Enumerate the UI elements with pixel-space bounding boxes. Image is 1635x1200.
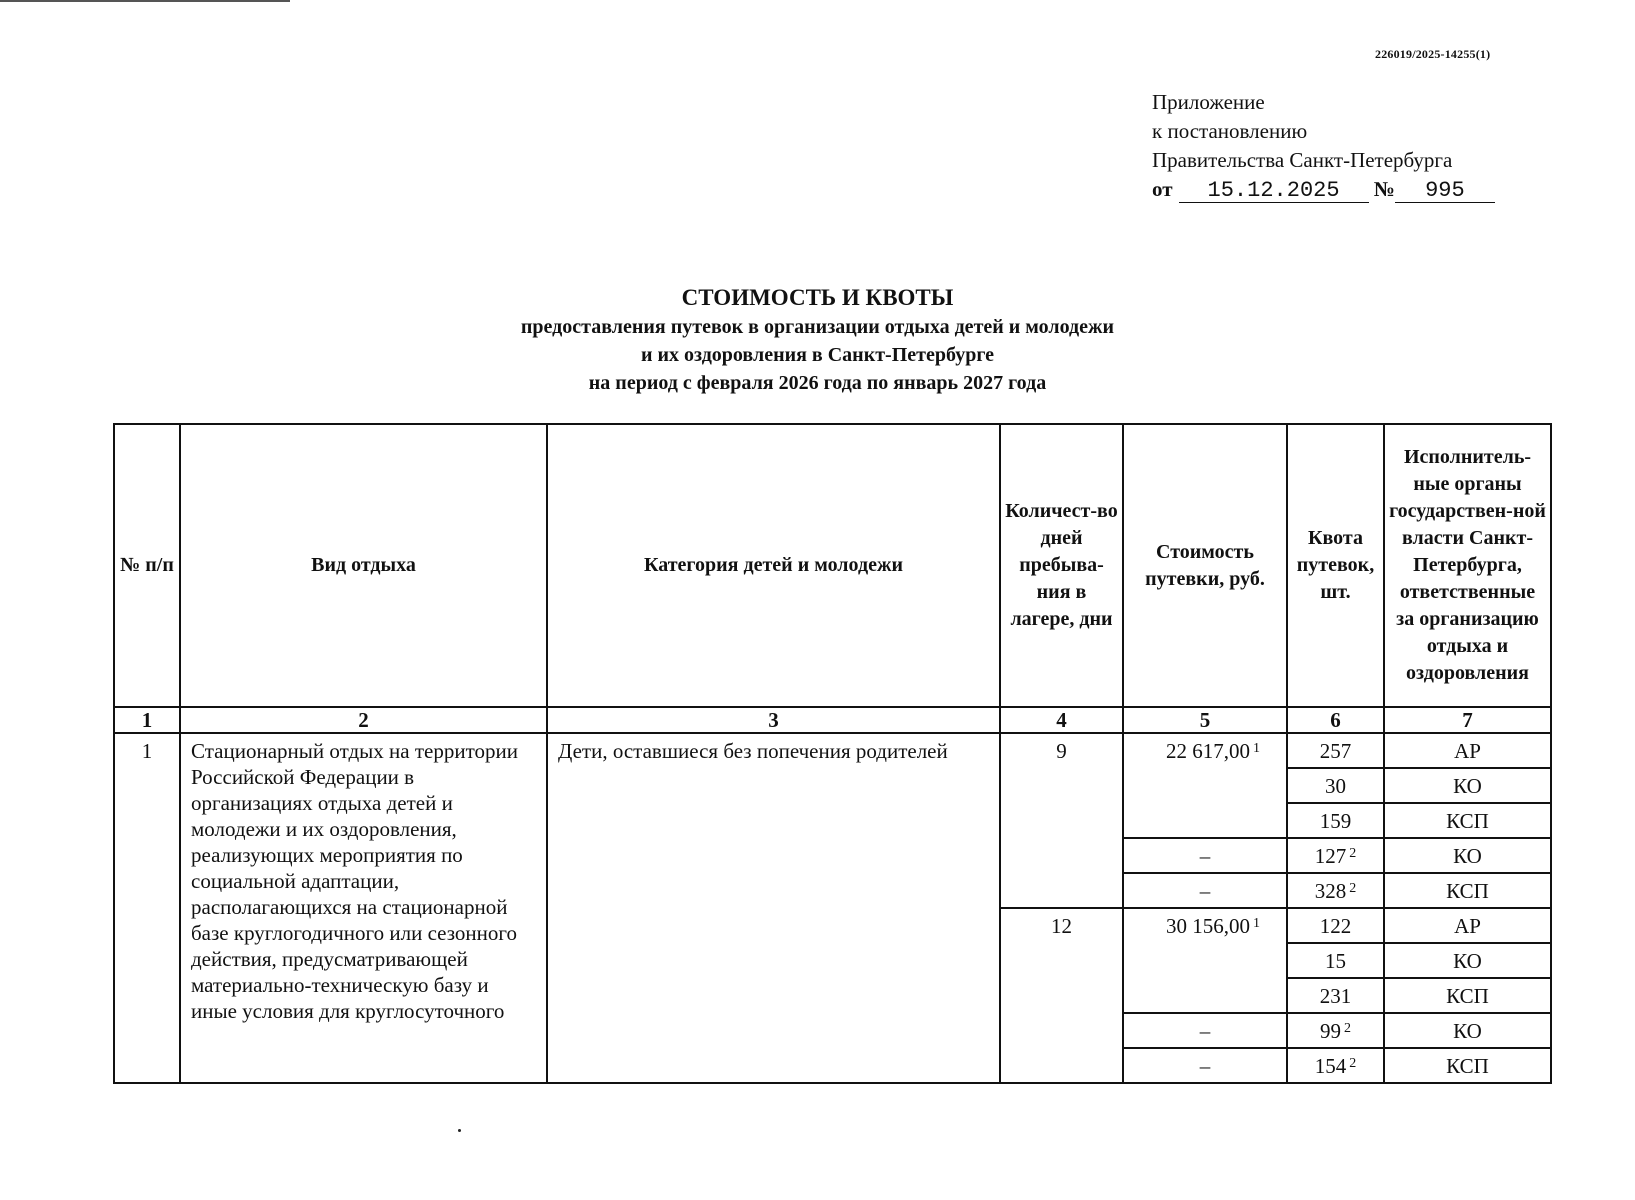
quota-value xyxy=(1287,908,1384,943)
table-row xyxy=(114,733,1551,768)
column-number: 2 xyxy=(180,707,547,733)
appendix-line-3: Правительства Санкт-Петербурга xyxy=(1152,148,1453,172)
title-sub-1: предоставления путевок в организации отдыха детей и молодежи xyxy=(520,316,1115,338)
title-sub-3: на период с февраля 2026 года по январь 2027 года xyxy=(588,372,1047,394)
authority: КСП xyxy=(1384,873,1551,908)
authority: КО xyxy=(1384,1013,1551,1048)
column-number: 4 xyxy=(1000,707,1123,733)
quota-value xyxy=(1287,943,1384,978)
voucher-cost-dash: – xyxy=(1123,873,1287,908)
authority: КСП xyxy=(1384,978,1551,1013)
quota-number: 154 xyxy=(1314,1053,1347,1078)
children-category: Дети, оставшиеся без попечения родителей xyxy=(547,733,1000,1083)
date-prefix: от xyxy=(1152,177,1173,201)
quota-table xyxy=(113,423,1552,1084)
authority: КО xyxy=(1384,768,1551,803)
quota-value xyxy=(1287,1013,1384,1048)
header-category: Категория детей и молодежи xyxy=(547,424,1000,707)
document-title xyxy=(0,283,1635,397)
scan-edge-line xyxy=(0,0,290,2)
quota-value xyxy=(1287,873,1384,908)
authority: КО xyxy=(1384,838,1551,873)
appendix-date-line xyxy=(1152,175,1495,204)
decree-date: 15.12.2025 xyxy=(1179,180,1369,203)
appendix-line-2: к постановлению xyxy=(1152,119,1308,143)
authority: КСП xyxy=(1384,1048,1551,1083)
authority: АР xyxy=(1384,733,1551,768)
column-number: 3 xyxy=(547,707,1000,733)
header-cost: Стоимость путевки, руб. xyxy=(1123,424,1287,707)
authority: АР xyxy=(1384,908,1551,943)
appendix-block xyxy=(1152,88,1495,204)
quota-number: 127 xyxy=(1314,843,1347,868)
quota-footnote: 2 xyxy=(1349,880,1357,896)
number-prefix: № xyxy=(1373,177,1395,201)
cost-footnote: 1 xyxy=(1253,916,1260,931)
quota-number: 328 xyxy=(1314,878,1347,903)
quota-value xyxy=(1287,733,1384,768)
quota-number: 99 xyxy=(1320,1018,1341,1043)
quota-footnote: 2 xyxy=(1349,845,1357,861)
voucher-cost xyxy=(1123,733,1287,838)
row-number: 1 xyxy=(114,733,180,1083)
cost-value: 22 617,00 xyxy=(1166,739,1250,763)
column-number: 6 xyxy=(1287,707,1384,733)
quota-value xyxy=(1287,838,1384,873)
quota-number: 30 xyxy=(1325,773,1346,798)
quota-value xyxy=(1287,978,1384,1013)
title-sub-2: и их оздоровления в Санкт-Петербурге xyxy=(640,344,995,366)
quota-number: 122 xyxy=(1319,913,1352,938)
title-main: СТОИМОСТЬ И КВОТЫ xyxy=(681,285,954,310)
column-number: 5 xyxy=(1123,707,1287,733)
document-id: 226019/2025-14255(1) xyxy=(1375,47,1491,61)
header-authority: Исполнитель-ные органы государствен-ной власти Санкт-Петербурга, ответственные за организацию отдыха и оздоровления xyxy=(1384,424,1551,707)
quota-number: 231 xyxy=(1319,983,1352,1008)
scan-speck xyxy=(458,1129,461,1132)
quota-value xyxy=(1287,803,1384,838)
voucher-cost-dash: – xyxy=(1123,1048,1287,1083)
days-count: 12 xyxy=(1000,908,1123,1083)
header-days: Количест-во дней пребыва-ния в лагере, дни xyxy=(1000,424,1123,707)
header-quota: Квота путевок, шт. xyxy=(1287,424,1384,707)
quota-number: 15 xyxy=(1325,948,1346,973)
quota-number: 257 xyxy=(1319,738,1352,763)
quota-footnote: 2 xyxy=(1349,1055,1357,1071)
column-number: 1 xyxy=(114,707,180,733)
voucher-cost-dash: – xyxy=(1123,1013,1287,1048)
column-number-row xyxy=(114,707,1551,733)
rest-kind: Стационарный отдых на территории Российской Федерации в организациях отдыха детей и молодежи и их оздоровления, реализующих мероприятия по социальной адаптации, располагающихся на стационарной базе круглогодичного или сезонного действия, предусматривающей материально-техническую базу и иные условия для круглосуточного xyxy=(180,733,547,1083)
appendix-line-1: Приложение xyxy=(1152,90,1265,114)
days-count: 9 xyxy=(1000,733,1123,908)
quota-value xyxy=(1287,1048,1384,1083)
header-kind: Вид отдыха xyxy=(180,424,547,707)
voucher-cost-dash: – xyxy=(1123,838,1287,873)
header-row xyxy=(114,424,1551,707)
authority: КСП xyxy=(1384,803,1551,838)
cost-value: 30 156,00 xyxy=(1166,914,1250,938)
quota-value xyxy=(1287,768,1384,803)
header-num: № п/п xyxy=(114,424,180,707)
authority: КО xyxy=(1384,943,1551,978)
quota-number: 159 xyxy=(1319,808,1352,833)
decree-number: 995 xyxy=(1395,180,1495,203)
column-number: 7 xyxy=(1384,707,1551,733)
voucher-cost xyxy=(1123,908,1287,1013)
cost-footnote: 1 xyxy=(1253,741,1260,756)
quota-footnote: 2 xyxy=(1344,1020,1351,1036)
